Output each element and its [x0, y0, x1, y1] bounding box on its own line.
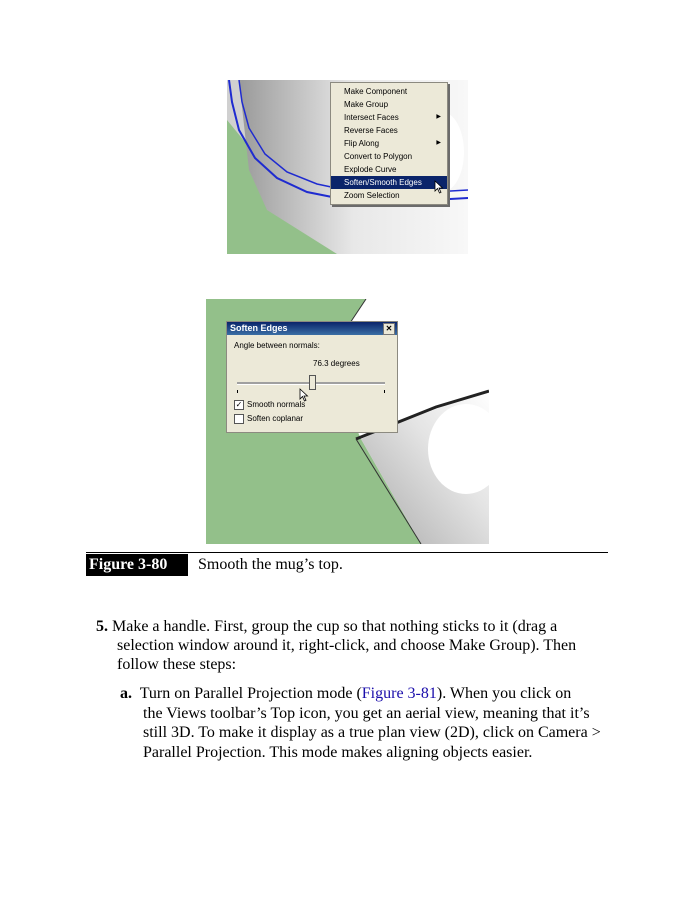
- dialog-title-bar: Soften Edges ✕: [227, 322, 397, 335]
- smooth-normals-label: Smooth normals: [247, 400, 306, 409]
- checkmark-icon: ✓: [235, 400, 243, 409]
- menu-item-make-group[interactable]: Make Group: [344, 100, 389, 109]
- figure-cross-reference-link[interactable]: Figure 3-81: [361, 685, 437, 702]
- menu-item-reverse-faces[interactable]: Reverse Faces: [344, 126, 398, 135]
- caption-rule: [86, 552, 608, 553]
- substep-text: the Views toolbar’s Top icon, you get an aerial view, meaning that it’s still 3D. To make it display as a true plan view (2D), click on Camera > Parallel Projection. This mode makes aligning objects easier.: [143, 704, 601, 761]
- menu-item-intersect-faces[interactable]: Intersect Faces ▶: [344, 113, 441, 122]
- step-5: [96, 617, 616, 674]
- figure-context-menu-screenshot: [227, 80, 468, 254]
- menu-item-convert-to-polygon[interactable]: Convert to Polygon: [344, 152, 413, 161]
- step-first-line: Make a handle. First, group the cup so that nothing sticks to it (drag a: [112, 618, 558, 635]
- slider-tick: [237, 390, 238, 393]
- mouse-pointer-icon: [434, 180, 444, 194]
- menu-item-flip-along[interactable]: Flip Along ▶: [344, 139, 441, 148]
- substep-text-after-link: ). When you click on: [436, 685, 572, 702]
- close-icon[interactable]: ✕: [383, 323, 395, 335]
- mouse-pointer-icon: [299, 388, 309, 402]
- substep-label: a.: [120, 685, 132, 702]
- figure-soften-edges-screenshot: [206, 299, 489, 544]
- soften-coplanar-checkbox[interactable]: [234, 414, 244, 424]
- menu-item-soften-smooth-edges[interactable]: Soften/Smooth Edges: [331, 176, 447, 189]
- angle-label: Angle between normals:: [234, 341, 320, 350]
- substep-text-before-link: Turn on Parallel Projection mode (: [139, 685, 362, 702]
- soften-coplanar-label: Soften coplanar: [247, 414, 304, 423]
- step-text: selection window around it, right-click, and choose Make Group). Then follow these steps:: [117, 637, 577, 673]
- angle-slider-thumb[interactable]: [309, 375, 316, 390]
- context-menu: [330, 82, 448, 205]
- step-number: 5.: [96, 618, 108, 635]
- smooth-normals-checkbox[interactable]: [234, 400, 244, 410]
- menu-item-zoom-selection[interactable]: Zoom Selection: [344, 191, 400, 200]
- figure-label: Figure 3-80: [86, 554, 188, 576]
- figure-caption: Smooth the mug’s top.: [198, 556, 343, 573]
- step-5a: [120, 684, 610, 762]
- slider-tick: [384, 390, 385, 393]
- soften-edges-dialog: [226, 321, 398, 433]
- submenu-arrow-icon: ▶: [436, 140, 441, 146]
- menu-item-make-component[interactable]: Make Component: [344, 87, 408, 96]
- submenu-arrow-icon: ▶: [436, 114, 441, 120]
- angle-value: 76.3 degrees: [313, 359, 360, 368]
- menu-item-explode-curve[interactable]: Explode Curve: [344, 165, 397, 174]
